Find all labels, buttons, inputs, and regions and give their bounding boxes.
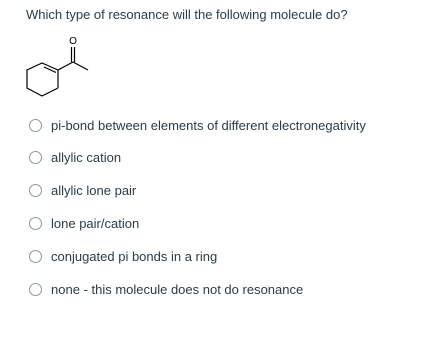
answer-option-3[interactable] [29,181,136,199]
oxygen-atom-label: O [69,36,77,47]
answer-option-5[interactable] [29,247,217,265]
answer-label-4: lone pair/cation [51,215,140,231]
answer-label-3: allylic lone pair [51,182,137,198]
answer-label-5: conjugated pi bonds in a ring [51,248,218,264]
radio-button-1[interactable] [29,119,42,132]
answer-label-2: allylic cation [51,149,122,165]
question-text: Which type of resonance will the following molecule do? [26,7,348,22]
radio-button-2[interactable] [29,151,42,164]
answer-option-1[interactable] [29,116,366,134]
radio-button-4[interactable] [29,217,42,230]
radio-button-5[interactable] [29,250,42,263]
radio-button-3[interactable] [29,184,42,197]
answer-option-4[interactable] [29,214,139,232]
radio-button-6[interactable] [29,283,42,296]
answer-label-6: none - this molecule does not do resonance [51,281,304,297]
answer-label-1: pi-bond between elements of different electronegativity [51,117,366,133]
answer-option-2[interactable] [29,148,121,166]
answer-option-6[interactable] [29,280,303,298]
